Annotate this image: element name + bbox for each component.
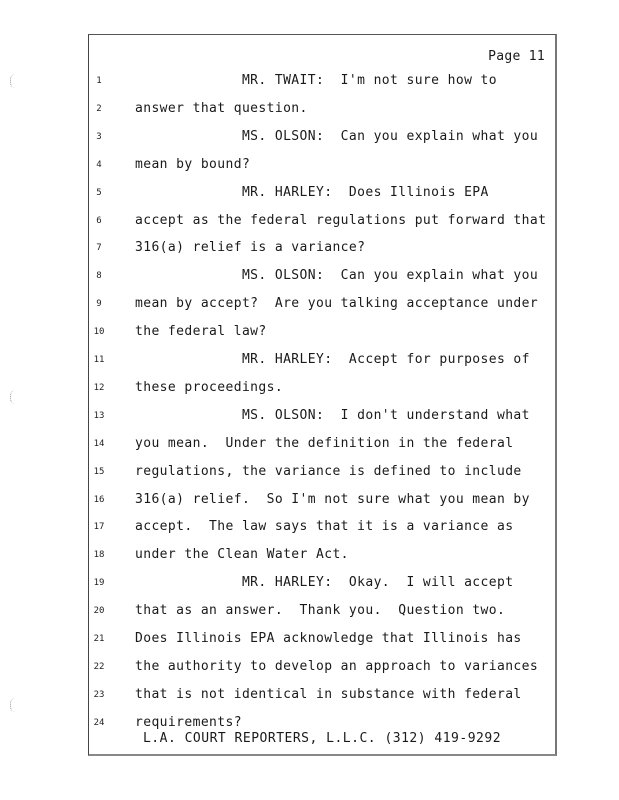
transcript-page <box>88 34 557 756</box>
line-text: MR. HARLEY: Accept for purposes of <box>135 352 530 367</box>
transcript-line <box>89 519 555 539</box>
transcript-line <box>89 73 555 93</box>
line-number: 6 <box>96 215 102 226</box>
transcript-line <box>89 492 555 512</box>
line-number: 21 <box>93 634 105 644</box>
line-number: 10 <box>93 327 105 338</box>
court-reporter-footer: L.A. COURT REPORTERS, L.L.C. (312) 419-9292 <box>142 731 502 746</box>
punch-hole-mark <box>10 390 21 404</box>
transcript-line <box>89 547 555 567</box>
transcript-line <box>89 352 555 372</box>
transcript-line <box>89 185 555 205</box>
transcript-line <box>89 687 555 707</box>
transcript-line <box>89 268 555 288</box>
line-number: 8 <box>96 271 102 282</box>
line-number: 16 <box>93 494 105 505</box>
line-text: that is not identical in substance with federal <box>135 686 522 702</box>
line-text: MS. OLSON: I don't understand what <box>135 407 530 423</box>
line-number: 18 <box>93 550 105 561</box>
line-number: 11 <box>93 355 105 365</box>
line-text: answer that question. <box>135 100 308 116</box>
line-text: requirements? <box>135 714 242 730</box>
line-number: 24 <box>93 717 105 728</box>
line-number: 15 <box>93 466 105 477</box>
transcript-line <box>89 296 555 316</box>
line-number: 13 <box>93 410 105 421</box>
line-number: 5 <box>96 187 102 198</box>
line-number: 4 <box>96 159 102 170</box>
line-text: MS. OLSON: Can you explain what you <box>135 268 539 284</box>
transcript-line <box>89 603 555 623</box>
line-text: accept. The law says that it is a variance as <box>135 519 514 535</box>
transcript-line <box>89 324 555 344</box>
line-text: Does Illinois EPA acknowledge that Illinois has <box>135 631 522 646</box>
line-text: MR. HARLEY: Does Illinois EPA <box>135 184 489 200</box>
line-text: mean by accept? Are you talking acceptance under <box>135 296 539 312</box>
line-number: 9 <box>96 299 102 310</box>
line-number: 14 <box>93 438 105 449</box>
line-number: 1 <box>96 76 102 86</box>
line-number: 20 <box>93 606 105 617</box>
transcript-line <box>89 659 555 679</box>
line-number: 7 <box>96 243 102 254</box>
line-text: you mean. Under the definition in the federal <box>135 435 514 451</box>
punch-hole-mark <box>10 698 21 712</box>
transcript-line <box>89 157 555 177</box>
line-text: 316(a) relief is a variance? <box>135 240 366 256</box>
line-text: 316(a) relief. So I'm not sure what you mean by <box>135 491 530 507</box>
line-number: 22 <box>93 661 105 672</box>
transcript-line <box>89 464 555 484</box>
line-text: mean by bound? <box>135 156 251 172</box>
line-text: MR. TWAIT: I'm not sure how to <box>135 73 497 88</box>
line-number: 23 <box>93 689 105 700</box>
line-text: under the Clean Water Act. <box>135 547 349 563</box>
transcript-line <box>89 240 555 260</box>
transcript-line <box>89 408 555 428</box>
line-number: 3 <box>96 131 102 142</box>
line-text: regulations, the variance is defined to include <box>135 463 522 479</box>
line-text: MR. HARLEY: Okay. I will accept <box>135 575 514 591</box>
line-text: these proceedings. <box>135 379 284 395</box>
line-number: 17 <box>93 522 105 533</box>
line-text: the federal law? <box>135 324 267 340</box>
transcript-line <box>89 101 555 121</box>
line-text: the authority to develop an approach to variances <box>135 658 539 674</box>
line-text: that as an answer. Thank you. Question two. <box>135 603 506 619</box>
line-text: MS. OLSON: Can you explain what you <box>135 128 539 144</box>
transcript-line <box>89 575 555 595</box>
punch-hole-mark <box>10 74 21 88</box>
line-number: 12 <box>93 382 105 393</box>
line-number: 19 <box>93 578 105 589</box>
line-text: accept as the federal regulations put forward that <box>135 212 547 228</box>
transcript-line <box>89 631 555 651</box>
page-number: Page 11 <box>488 49 545 64</box>
transcript-line <box>89 213 555 233</box>
line-number: 2 <box>96 103 102 114</box>
transcript-line <box>89 436 555 456</box>
transcript-line <box>89 129 555 149</box>
transcript-line <box>89 380 555 400</box>
